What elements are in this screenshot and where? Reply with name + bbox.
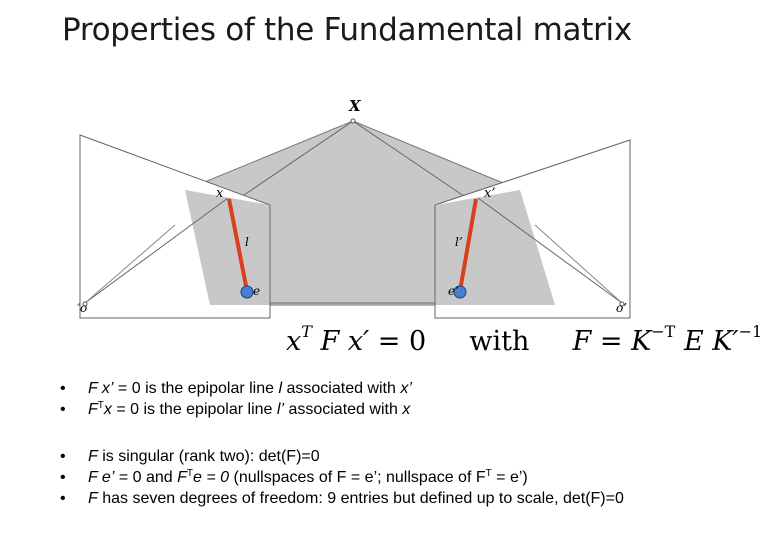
label-x-prime: x’ (484, 186, 496, 201)
bullet-group-epipolar-lines (60, 378, 710, 420)
label-x: x (216, 186, 224, 201)
label-e-prime: e’ (448, 284, 459, 298)
eq-lhs-transpose: T (301, 322, 312, 341)
bullet-text: F x’ = 0 is the epipolar line l associated with x’ (88, 380, 412, 397)
bullet-item (60, 378, 710, 399)
bullet-text: F is singular (rank two): det(F)=0 (88, 448, 320, 465)
eq-rhs-equals: = (599, 326, 623, 357)
label-o: o (80, 301, 88, 315)
bullet-item (60, 446, 710, 467)
bullet-marker: • (60, 380, 66, 397)
bullet-marker: • (60, 490, 66, 507)
eq-lhs-x-prime: x′ (347, 326, 370, 357)
bullet-marker: • (60, 448, 66, 465)
label-l-prime: l’ (455, 235, 463, 249)
bullet-text: F has seven degrees of freedom: 9 entries but defined up to scale, det(F)=0 (88, 490, 624, 507)
eq-lhs-equals-zero: = 0 (377, 326, 427, 357)
point-X (351, 119, 355, 123)
bullet-text: $F^Tx = 0$ is the epipolar line l’ associated with x (88, 400, 411, 418)
bullet-marker: • (60, 401, 66, 418)
eq-rhs-neg-1: −1 (738, 322, 762, 341)
bullet-group-properties (60, 446, 710, 509)
eq-rhs-neg-T: −T (651, 322, 676, 341)
eq-with: with (469, 326, 530, 357)
eq-rhs-F: F (572, 326, 592, 357)
label-l: l (245, 235, 249, 249)
eq-lhs-x: x (286, 326, 302, 357)
eq-rhs-E: E (683, 326, 704, 357)
eq-rhs-K-prime: K′ (712, 326, 739, 357)
fundamental-matrix-equation (286, 322, 762, 357)
bullet-item (60, 399, 710, 420)
bullet-marker: • (60, 469, 66, 486)
label-e: e (253, 284, 261, 298)
label-X: X (349, 97, 361, 115)
eq-rhs-K: K (631, 326, 652, 357)
bullet-item (60, 467, 710, 488)
epipole-e (241, 286, 253, 298)
bullet-text: F e’ = 0 and $F^Te = 0$ (nullspaces of F = e’; nullspace of $F^T$ = e’) (88, 468, 528, 486)
bullet-item (60, 488, 710, 509)
slide-title: Properties of the Fundamental matrix (62, 12, 632, 48)
label-o-prime: o’ (616, 301, 628, 315)
eq-lhs-F: F (320, 326, 340, 357)
